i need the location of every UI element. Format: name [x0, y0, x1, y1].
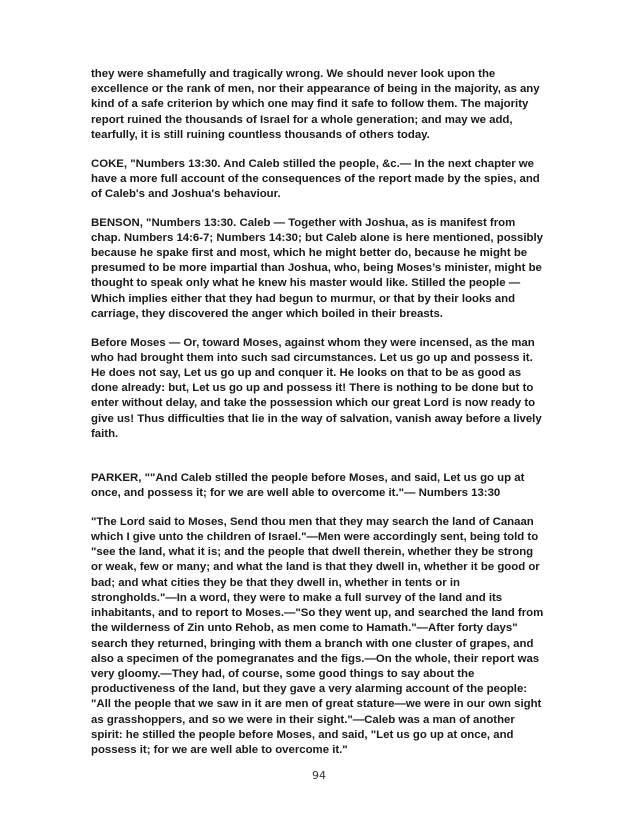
paragraph-coke: COKE, "Numbers 13:30. And Caleb stilled the people, &c.— In the next chapter we have a more full account of the consequences of the report made by the spies, and of Caleb's and Joshua's behaviour. — [91, 157, 540, 200]
paragraph-benson: BENSON, "Numbers 13:30. Caleb — Together with Joshua, as is manifest from chap. Numbers 14:6-7; Numbers 14:30; but Caleb alone is here mentioned, possibly because he spake first and most, which he might better do, because he might be presumed to be more impartial than Joshua, who, being Moses’s minister, might be thought to speak only what he knew his master would like. Stilled the people — Which implies either that they had begun to murmur, or that by their looks and carriage, they discovered the anger which boiled in their breasts. — [91, 216, 543, 320]
paragraph-before-moses: Before Moses — Or, toward Moses, against whom they were incensed, as the man who had brought them into such sad circumstances. Let us go up and possess it. He does not say, Let us go up and conquer it. He looks on that to be as good as done already: but, Let us go up and possess it! There is nothing to be done but to enter without delay, and take the possession which our great Lord is now ready to give us! Thus difficulties that lie in the way of salvation, vanish away before a lively faith. — [91, 336, 542, 440]
paragraph-parker-body: "The Lord said to Moses, Send thou men that they may search the land of Canaan which I give unto the children of Israel."—Men were accordingly sent, being told to "see the land, what it is; and the people that dwell therein, whether they be strong or weak, few or many; and what the land is that they dwell in, whether it be good or bad; and what cities they be that they dwell in, whether in tents or in strongholds."—In a word, they were to make a full survey of the land and its inhabitants, and to report to Moses.—"So they went up, and searched the land from the wilderness of Zin unto Rehob, as men come to Hamath."—After forty days" search they returned, bringing with them a branch with one cluster of grapes, and also a specimen of the pomegranates and the figs.—On the whole, their report was very gloomy.—They had, of course, some good things to say about the productiveness of the land, but they gave a very alarming account of the people: "All the people that we saw in it are men of great stature—we were in our own sight as grasshoppers, and so we were in their sight."—Caleb was a man of another spirit: he stilled the people before Moses, and said, "Let us go up at once, and possess it; for we are well able to overcome it." — [91, 515, 544, 756]
page-body — [91, 67, 547, 772]
paragraph-parker-heading: PARKER, ""And Caleb stilled the people before Moses, and said, Let us go up at once, and possess it; for we are well able to overcome it."— Numbers 13:30 — [91, 471, 525, 500]
paragraph-continuation: they were shamefully and tragically wrong. We should never look upon the excellence or the rank of men, nor their appearance of being in the majority, as any kind of a safe criterion by which one may find it safe to follow them. The majority report ruined the thousands of Israel for a whole generation; and may we add, tearfully, it is still ruining countless thousands of others today. — [91, 68, 540, 141]
page-number: 94 — [312, 769, 326, 782]
